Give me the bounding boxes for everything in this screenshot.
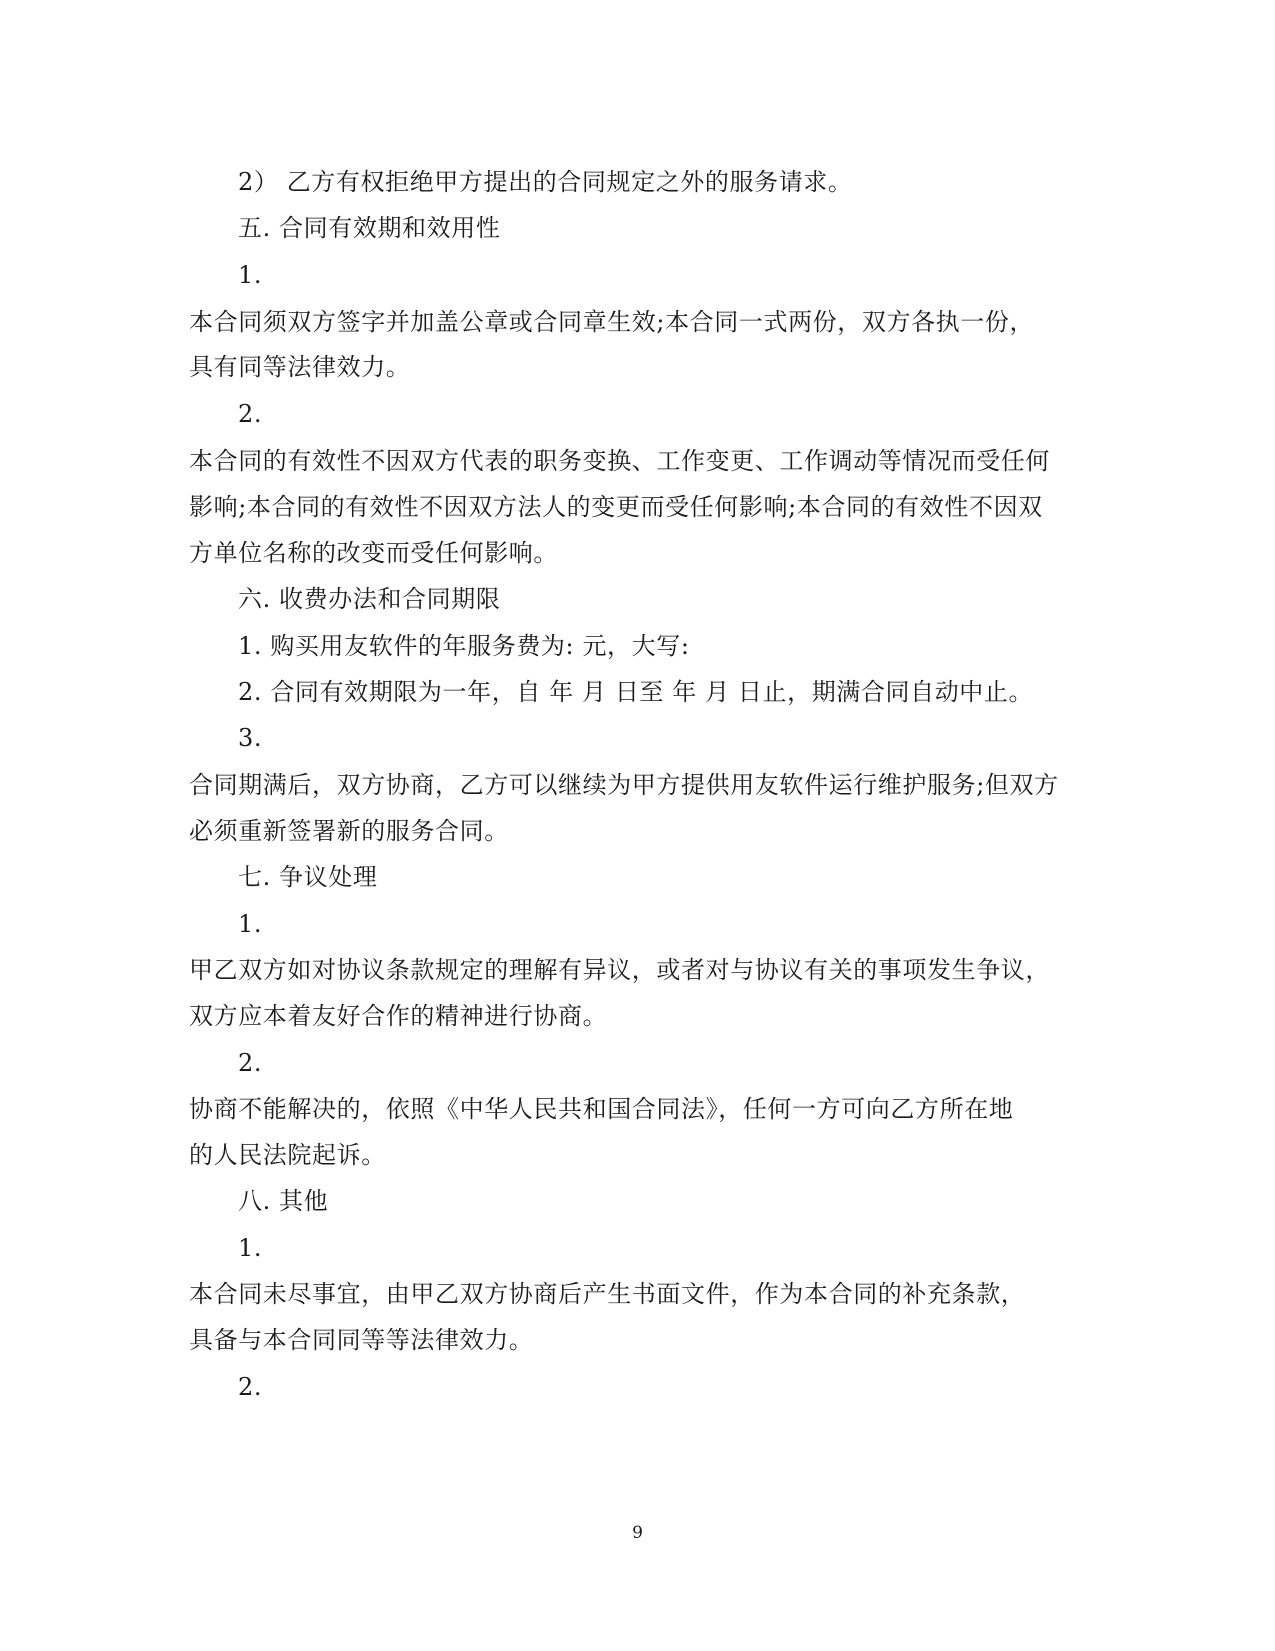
item-number: 1. <box>238 910 263 938</box>
clause-text: 2） 乙方有权拒绝甲方提出的合同规定之外的服务请求。 <box>238 168 853 196</box>
paragraph-line: 的人民法院起诉。 <box>189 1141 386 1169</box>
paragraph-line: 具有同等法律效力。 <box>189 353 411 381</box>
section-heading: 五. 合同有效期和效用性 <box>238 214 501 242</box>
paragraph-line: 合同期满后，双方协商，乙方可以继续为甲方提供用友软件运行维护服务;但双方 <box>189 771 1059 799</box>
clause-text: 1. 购买用友软件的年服务费为: 元，大写: <box>238 632 690 660</box>
item-number: 2. <box>238 1049 263 1077</box>
paragraph-line: 本合同未尽事宜，由甲乙双方协商后产生书面文件，作为本合同的补充条款， <box>189 1280 1026 1308</box>
item-number: 2. <box>238 1373 263 1401</box>
item-number: 3. <box>238 724 263 752</box>
paragraph-line: 具备与本合同同等等法律效力。 <box>189 1326 534 1354</box>
paragraph-line: 本合同的有效性不因双方代表的职务变换、工作变更、工作调动等情况而受任何 <box>189 447 1050 475</box>
item-number: 1. <box>238 1234 263 1262</box>
page-number: 9 <box>632 1523 643 1543</box>
paragraph-line: 协商不能解决的，依照《中华人民共和国合同法》，任何一方可向乙方所在地 <box>189 1095 1014 1123</box>
section-heading: 七. 争议处理 <box>238 863 378 891</box>
item-number: 1. <box>238 261 263 289</box>
paragraph-line: 甲乙双方如对协议条款规定的理解有异议，或者对与协议有关的事项发生争议， <box>189 956 1050 984</box>
paragraph-line: 影响;本合同的有效性不因双方法人的变更而受任何影响;本合同的有效性不因双 <box>189 493 1043 521</box>
paragraph-line: 方单位名称的改变而受任何影响。 <box>189 539 558 567</box>
paragraph-line: 双方应本着友好合作的精神进行协商。 <box>189 1002 608 1030</box>
paragraph-line: 必须重新签署新的服务合同。 <box>189 817 509 845</box>
section-heading: 八. 其他 <box>238 1187 329 1215</box>
section-heading: 六. 收费办法和合同期限 <box>238 585 501 613</box>
paragraph-line: 本合同须双方签字并加盖公章或合同章生效;本合同一式两份，双方各执一份， <box>189 308 1035 336</box>
item-number: 2. <box>238 400 263 428</box>
clause-text: 2. 合同有效期限为一年，自 年 月 日至 年 月 日止，期满合同自动中止。 <box>238 678 1034 706</box>
